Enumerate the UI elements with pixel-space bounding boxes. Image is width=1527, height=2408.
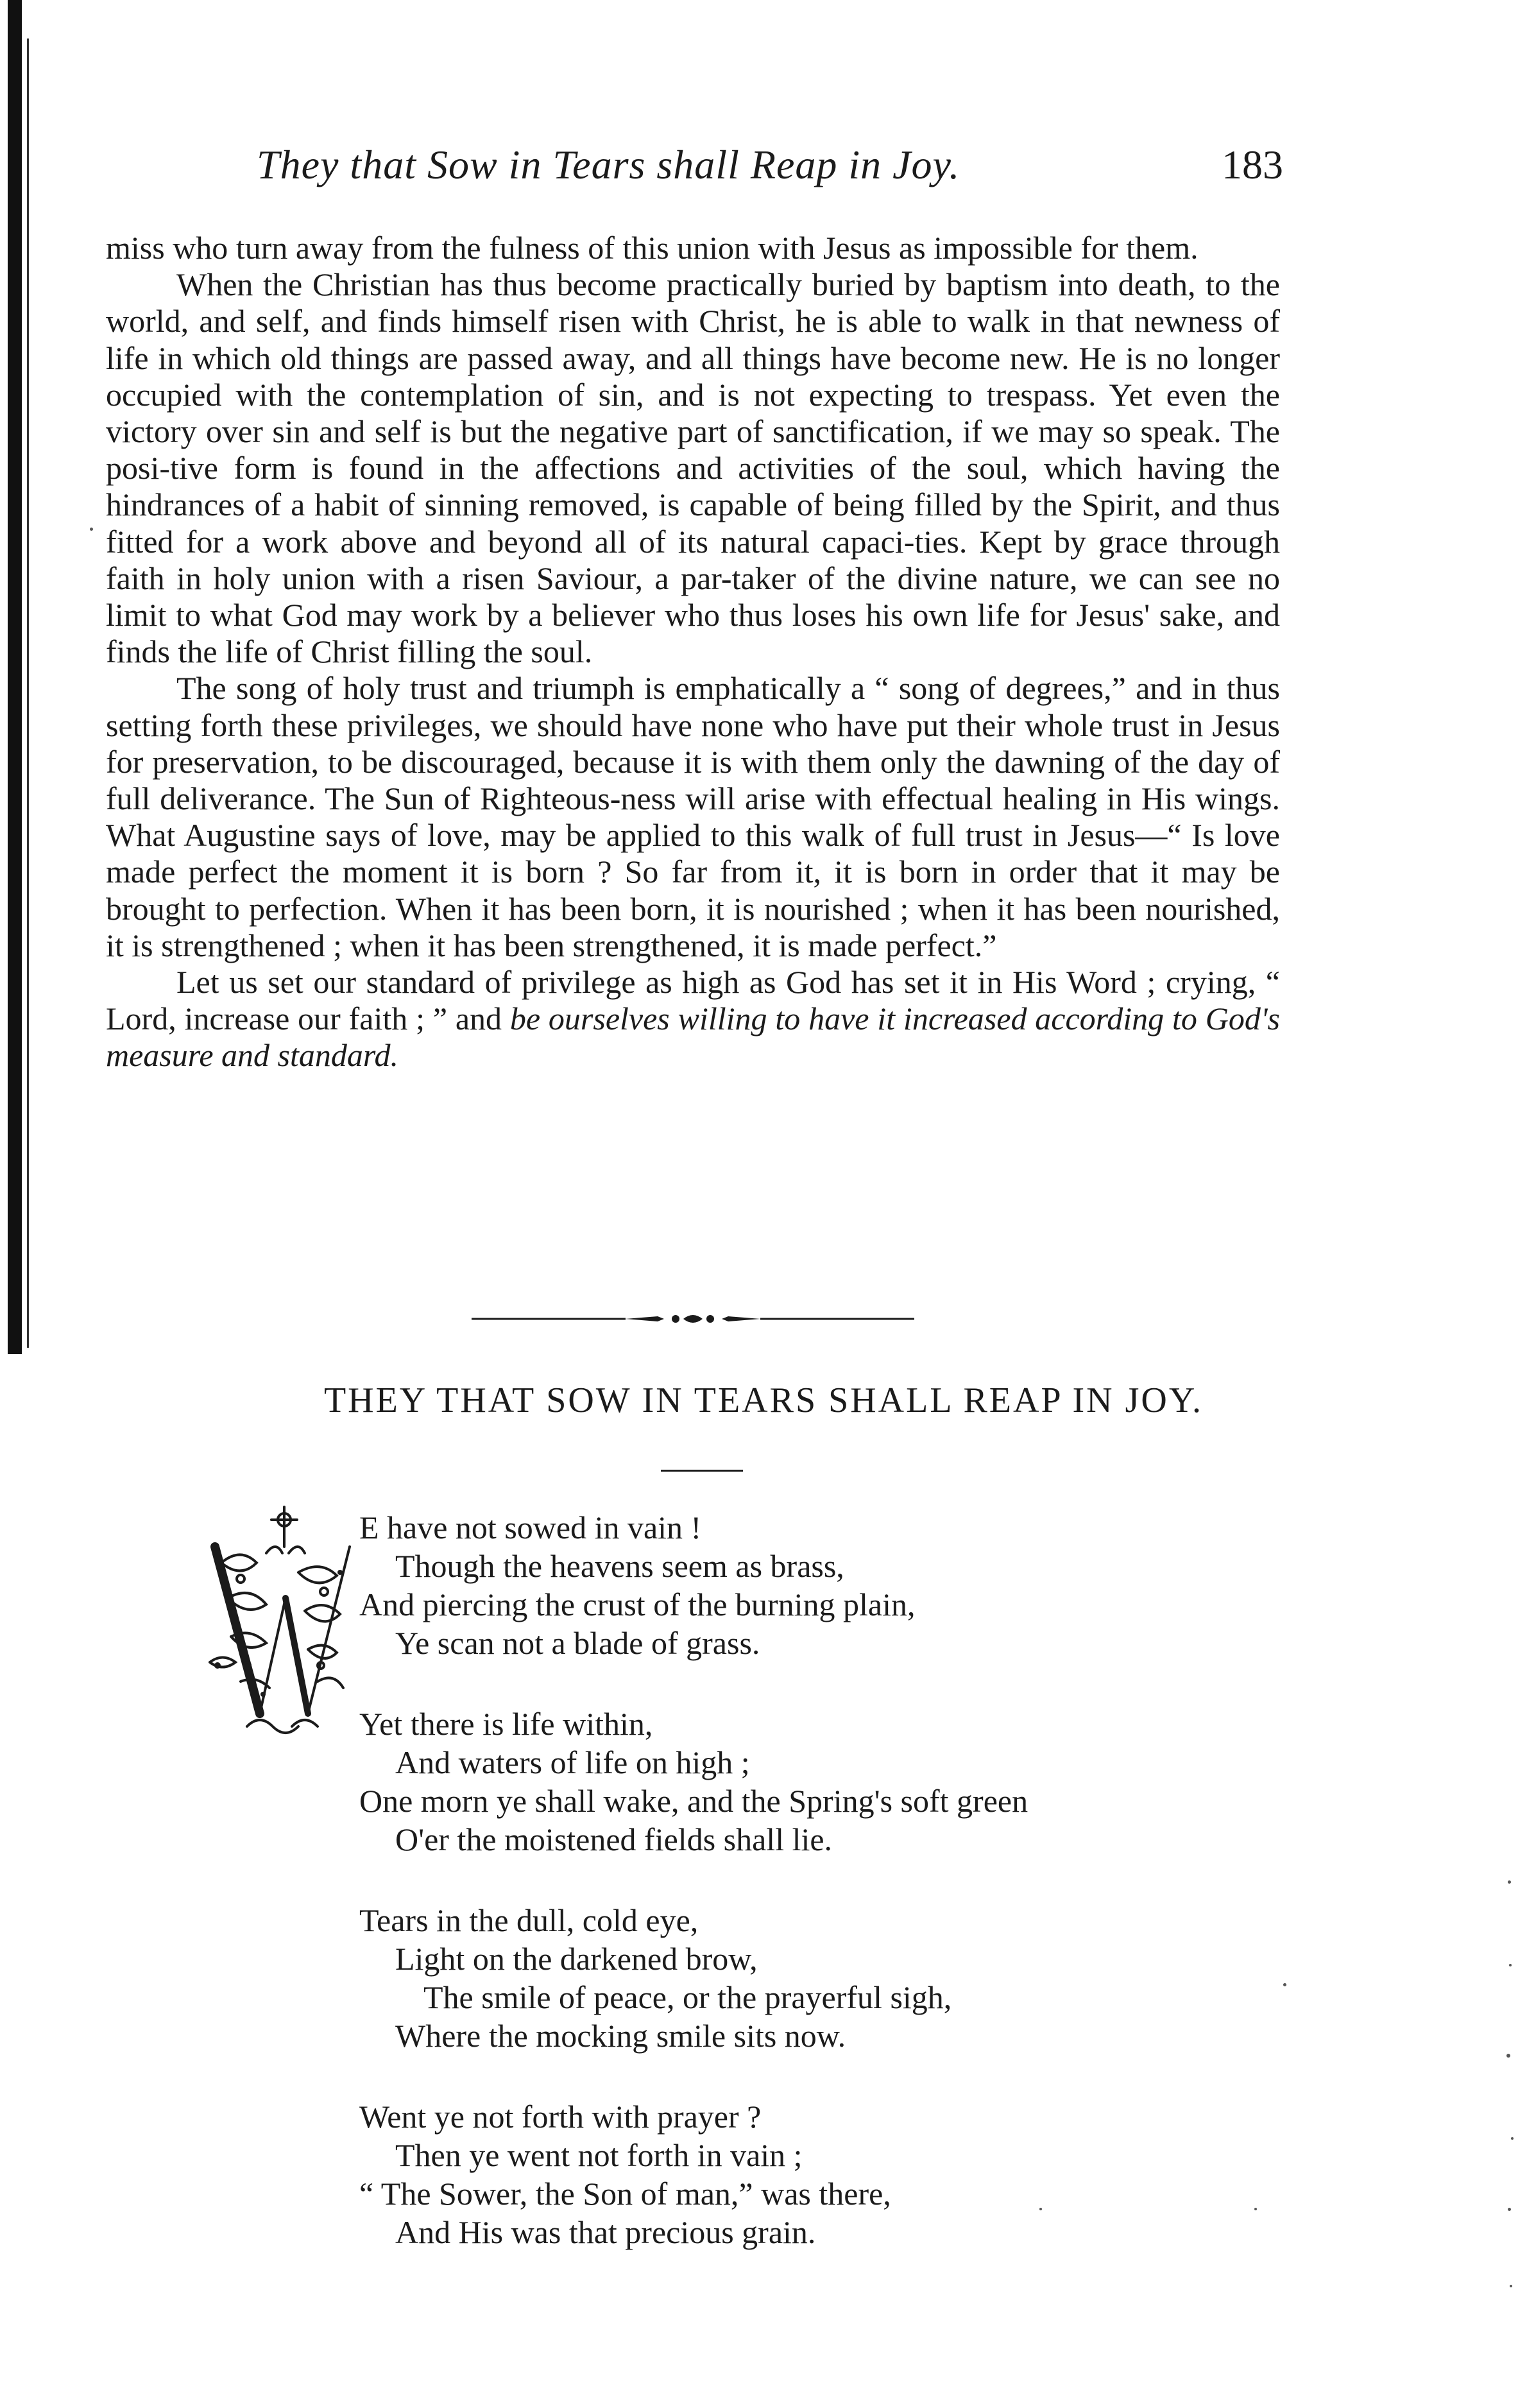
poem-line: One morn ye shall wake, and the Spring's soft green <box>359 1783 1028 1819</box>
ornamental-divider <box>472 1309 914 1329</box>
scan-speck <box>90 528 93 531</box>
binding-edge <box>8 0 22 1354</box>
poem-line: Yet there is life within, <box>359 1706 653 1742</box>
poem-line: Though the heavens seem as brass, <box>395 1548 844 1584</box>
scan-speck <box>1506 2054 1510 2058</box>
poem-line: O'er the moistened fields shall lie. <box>395 1821 833 1857</box>
running-title: They that Sow in Tears shall Reap in Joy. <box>257 142 960 187</box>
poem-title: THEY THAT SOW IN TEARS SHALL REAP IN JOY. <box>323 1380 1204 1420</box>
binding-shadow-line <box>27 39 29 1348</box>
paragraph-4 <box>106 964 1280 1074</box>
poem-line: And piercing the crust of the burning plain, <box>359 1587 916 1622</box>
poem-line: Then ye went not forth in vain ; <box>395 2137 803 2173</box>
scan-speck <box>1039 2208 1042 2210</box>
paragraph-3: The song of holy trust and triumph is emphatically a “ song of degrees,” and in thus setting forth these privileges, we should have none who have put their whole trust in Jesus for preservation, to be discouraged, because it is with them only the dawning of the day of full deliverance. The Sun of Righteous-ness will arise with effectual healing in His wings. What Augustine says of love, may be applied to this walk of full trust in Jesus—“ Is love made perfect the moment it is born ? So far from it, it is born in order that it may be brought to perfection. When it has been born, it is nourished ; when it has been nourished, it is strengthened ; when it has been strengthened, it is made perfect.” <box>106 670 1280 963</box>
poem-line: Tears in the dull, cold eye, <box>359 1902 699 1938</box>
poem-line: E have not sowed in vain ! <box>359 1509 702 1545</box>
page-number: 183 <box>1222 142 1283 187</box>
paragraph-4-roman: Let us set our standard of privilege as high as God has set it in His Word ; crying, “ Lord, increase our faith ; ” and <box>106 964 1280 1037</box>
scan-speck <box>1510 2285 1512 2287</box>
scan-speck <box>1509 1964 1512 1966</box>
poem-line: The smile of peace, or the prayerful sigh, <box>423 1979 952 2015</box>
stanza-1 <box>359 1508 1322 1662</box>
poem-line: Ye scan not a blade of grass. <box>395 1625 760 1661</box>
scan-speck <box>1254 2208 1257 2210</box>
scan-speck <box>1508 1880 1511 1884</box>
scan-speck <box>1511 2137 1514 2140</box>
scan-speck <box>1508 2208 1511 2211</box>
paragraph-1: miss who turn away from the fulness of this union with Jesus as impossible for them. <box>106 230 1199 266</box>
stanza-4 <box>359 2097 1322 2251</box>
scan-speck <box>1283 1983 1286 1986</box>
poem-line: And waters of life on high ; <box>395 1744 750 1780</box>
poem-body <box>359 1508 1322 2294</box>
poem-line: Went ye not forth with prayer ? <box>359 2099 762 2135</box>
running-header <box>257 141 1283 199</box>
title-rule <box>661 1470 743 1472</box>
poem-line: Where the mocking smile sits now. <box>395 2018 846 2054</box>
poem-line: Light on the darkened brow, <box>395 1941 758 1977</box>
stanza-3 <box>359 1901 1322 2055</box>
poem-line: “ The Sower, the Son of man,” was there, <box>359 2176 891 2212</box>
paragraph-2: When the Christian has thus become practically buried by baptism into death, to the world, and self, and finds himself risen with Christ, he is able to walk in that newness of life in which old things are passed away, and all things have become new. He is no longer occupied with the contemplation of sin, and is not expecting to trespass. Yet even the victory over sin and self is but the negative part of sanctification, if we may so speak. The posi-tive form is found in the affections and activities of the soul, which having the hindrances of a habit of sinning removed, is capable of being filled by the Spirit, and thus fitted for a work above and beyond all of its natural capaci-ties. Kept by grace through faith in holy union with a risen Saviour, a par-taker of the divine nature, we can see no limit to what God may work by a believer who thus loses his own life for Jesus' sake, and finds the life of Christ filling the soul. <box>106 266 1280 670</box>
ornamental-drop-cap-w <box>202 1502 363 1746</box>
poem-line: And His was that precious grain. <box>395 2214 816 2250</box>
body-text <box>106 230 1280 1074</box>
paragraph-4-italic: be ourselves willing to have it increased according to God's measure and standard. <box>106 1001 1281 1074</box>
stanza-2 <box>359 1705 1322 1859</box>
